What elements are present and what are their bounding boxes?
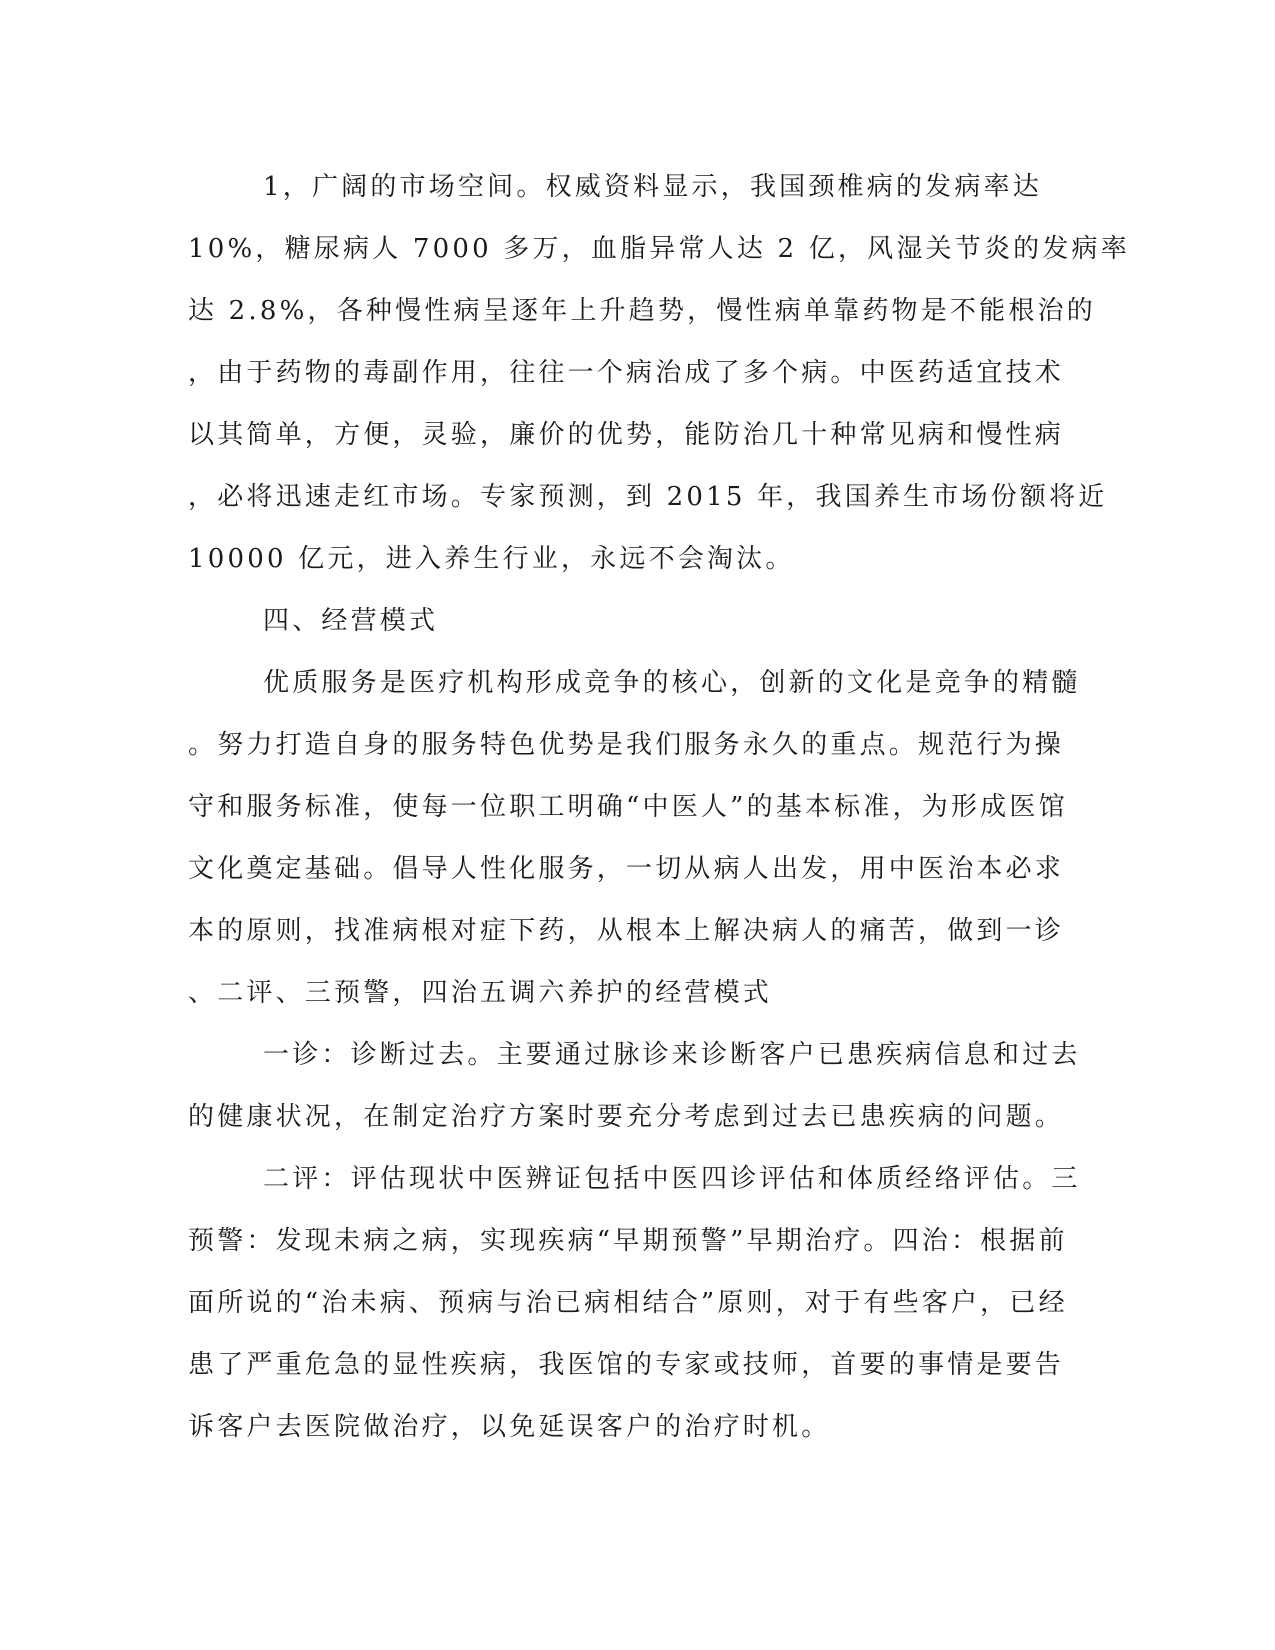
text-line: 文化奠定基础。倡导人性化服务，一切从病人出发，用中医治本必求 <box>188 854 1065 884</box>
text-line: 守和服务标准，使每一位职工明确“中医人”的基本标准，为形成医馆 <box>188 792 1068 822</box>
text-line: 以其简单，方便，灵验，廉价的优势，能防治几十种常见病和慢性病 <box>188 420 1065 450</box>
text-line: 优质服务是医疗机构形成竞争的核心，创新的文化是竞争的精髓 <box>263 668 1081 698</box>
text-line: 一诊：诊断过去。主要通过脉诊来诊断客户已患疾病信息和过去 <box>263 1040 1081 1070</box>
text-line: 本的原则，找准病根对症下药，从根本上解决病人的痛苦，做到一诊 <box>188 916 1065 946</box>
text-line: 面所说的“治未病、预病与治已病相结合”原则，对于有些客户，已经 <box>188 1288 1068 1318</box>
text-line: ，由于药物的毒副作用，往往一个病治成了多个病。中医药适宜技术 <box>188 358 1065 388</box>
text-line: 达 2.8%，各种慢性病呈逐年上升趋势，慢性病单靠药物是不能根治的 <box>188 296 1096 326</box>
text-line: 的健康状况，在制定治疗方案时要充分考虑到过去已患疾病的问题。 <box>188 1102 1065 1132</box>
text-line: 二评：评估现状中医辨证包括中医四诊评估和体质经络评估。三 <box>263 1164 1081 1194</box>
text-line: 。努力打造自身的服务特色优势是我们服务永久的重点。规范行为操 <box>188 730 1065 760</box>
text-line: 1，广阔的市场空间。权威资料显示，我国颈椎病的发病率达 <box>263 172 1042 202</box>
text-line: 10%，糖尿病人 7000 多万，血脂异常人达 2 亿，风湿关节炎的发病率 <box>188 234 1130 264</box>
text-line: 10000 亿元，进入养生行业，永远不会淘汰。 <box>188 544 795 574</box>
text-line: 患了严重危急的显性疾病，我医馆的专家或技师，首要的事情是要告 <box>188 1350 1065 1380</box>
text-line: 诉客户去医院做治疗，以免延误客户的治疗时机。 <box>188 1412 831 1442</box>
body-text <box>188 156 1130 1458</box>
text-line: 、二评、三预警，四治五调六养护的经营模式 <box>188 978 773 1008</box>
text-line: 预警：发现未病之病，实现疾病“早期预警”早期治疗。四治：根据前 <box>188 1226 1068 1256</box>
section-heading: 四、经营模式 <box>263 606 439 636</box>
text-line: ，必将迅速走红市场。专家预测，到 2015 年，我国养生市场份额将近 <box>188 482 1108 512</box>
